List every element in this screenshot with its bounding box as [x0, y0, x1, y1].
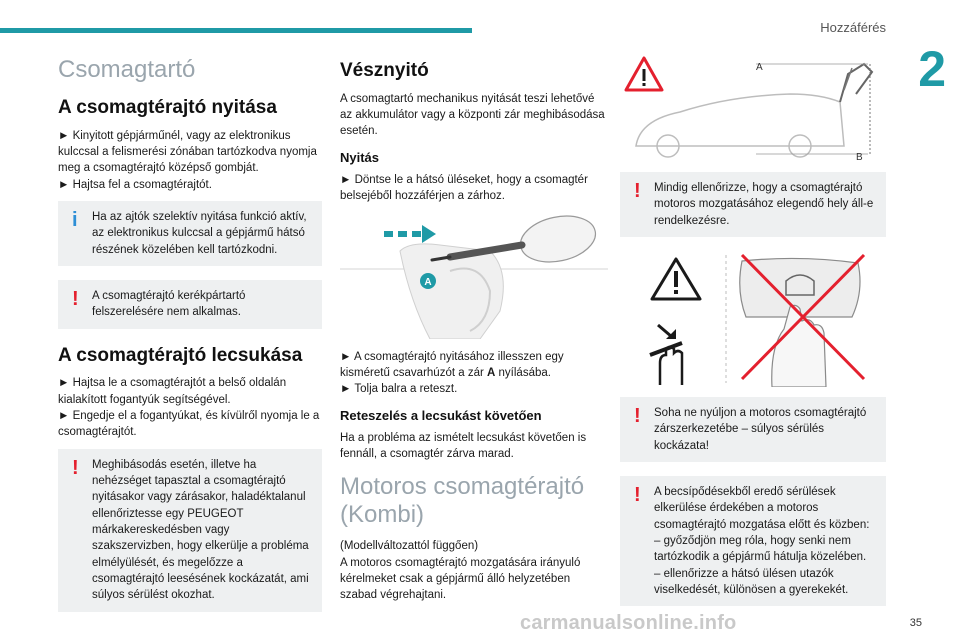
watermark: carmanualsonline.info	[520, 612, 737, 634]
header-accent-bar	[0, 28, 472, 33]
label-b: B	[856, 152, 863, 162]
column-right	[620, 50, 886, 606]
chapter-number: 2	[918, 41, 946, 97]
open-step-1: ► Kinyitott gépjárműnél, vagy az elektronikus kulccsal a felismerési zónában tartózkodva nyomja meg a csomagtérajtó középső gombját.	[58, 129, 317, 175]
page-number: 35	[909, 617, 922, 629]
info-icon: i	[72, 208, 78, 231]
opening-heading: Nyitás	[340, 149, 380, 165]
warning-note-bike-rack	[58, 280, 322, 329]
label-a: A	[756, 62, 763, 73]
warning-note-text: Soha ne nyúljon a motoros csomagtérajtó zárszerkezetébe – súlyos sérülés kockázata!	[654, 406, 867, 452]
warning-list-item: – ellenőrizze a hátsó ülésen utazók viselkedését, különösen a gyerekekét.	[654, 567, 849, 596]
warning-note-injury	[620, 476, 886, 606]
open-heading: A csomagtérajtó nyitása	[58, 96, 277, 118]
section-heading: Csomagtartó	[58, 56, 196, 83]
close-heading: A csomagtérajtó lecsukása	[58, 344, 303, 366]
warning-note-text: A becsípődésekből eredő sérülések elkerülése érdekében a motoros csomagtérajtó mozgatása előtt és közben:	[654, 485, 870, 531]
tailgate-clearance-illustration	[620, 50, 886, 162]
relock-heading: Reteszelés a lecsukást követően	[340, 407, 542, 423]
column-left	[58, 50, 322, 626]
info-note	[58, 201, 322, 266]
close-step-2: ► Engedje el a fogantyúkat, és kívülről nyomja le a csomagtérajtót.	[58, 410, 320, 439]
hand-hazard-illustration	[620, 251, 886, 387]
exclamation-icon: !	[634, 483, 641, 506]
section-title: Hozzáférés	[820, 20, 886, 35]
warning-note-hand	[620, 397, 886, 462]
motor-text-2: A motoros csomagtérajtó mozgatására irányuló kérelmeket csak a gépjármű álló helyzetében szabad végrehajtani.	[340, 556, 581, 602]
warning-note-malfunction	[58, 449, 322, 612]
close-step-1: ► Hajtsa le a csomagtérajtót a belső oldalán kialakított fogantyúk segítségével.	[58, 377, 287, 406]
warning-note-clearance	[620, 172, 886, 237]
lock-illustration	[340, 211, 608, 339]
warning-note-text: Mindig ellenőrizze, hogy a csomagtérajtó motoros mozgatásához elegendő hely áll-e rendelkezésre.	[654, 182, 874, 227]
motor-text-1: (Modellváltozattól függően)	[340, 540, 479, 553]
warning-note-text: Meghibásodás esetén, illetve ha nehézséget tapasztal a csomagtérajtó nyitásakor vagy zárásakor, haladéktalanul ellenőriztesse egy PEUGEOT márkakereskedésben vagy szakszervizben, hogy elkerülje a probléma elmélyülését, és megelőzze a csomagtérajtó leesésének kockázatát, ami súlyos sérülést okozhat.	[92, 458, 309, 602]
exclamation-icon: !	[72, 456, 79, 479]
relock-text: Ha a probléma az ismételt lecsukást követően is fennáll, a csomagtér zárva marad.	[340, 431, 587, 461]
column-middle	[340, 50, 608, 603]
motor-heading: Motoros csomagtérajtó (Kombi)	[340, 472, 585, 529]
emergency-heading: Vésznyitó	[340, 60, 429, 81]
figure-label-a: A	[424, 276, 432, 288]
exclamation-icon: !	[634, 404, 641, 427]
opening-step-1: ► Döntse le a hátsó üléseket, hogy a csomagtér belsejéből hozzáférjen a zárhoz.	[340, 174, 588, 203]
info-note-text: Ha az ajtók szelektív nyitása funkció aktív, az elektronikus kulccsal a gépjármű hátsó részének közelében kell tartózkodni.	[92, 210, 307, 256]
step-insert-screwdriver: ► A csomagtérajtó nyitásához illesszen egy kisméretű csavarhúzót a zár A nyílásába.	[340, 350, 564, 380]
exclamation-icon: !	[634, 180, 641, 202]
warning-list-item: – győződjön meg róla, hogy senki nem tartózkodik a gépjármű hátulja közelében.	[654, 534, 867, 564]
exclamation-icon: !	[72, 287, 79, 310]
open-step-2: ► Hajtsa fel a csomagtérajtót.	[58, 178, 212, 191]
emergency-text: A csomagtartó mechanikus nyitását teszi lehetővé az akkumulátor vagy a központi zár meghibásodása esetén.	[340, 92, 605, 138]
warning-note-text: A csomagtérajtó kerékpártartó felszerelésére nem alkalmas.	[92, 289, 246, 319]
step-push-latch: ► Tolja balra a reteszt.	[340, 383, 458, 396]
